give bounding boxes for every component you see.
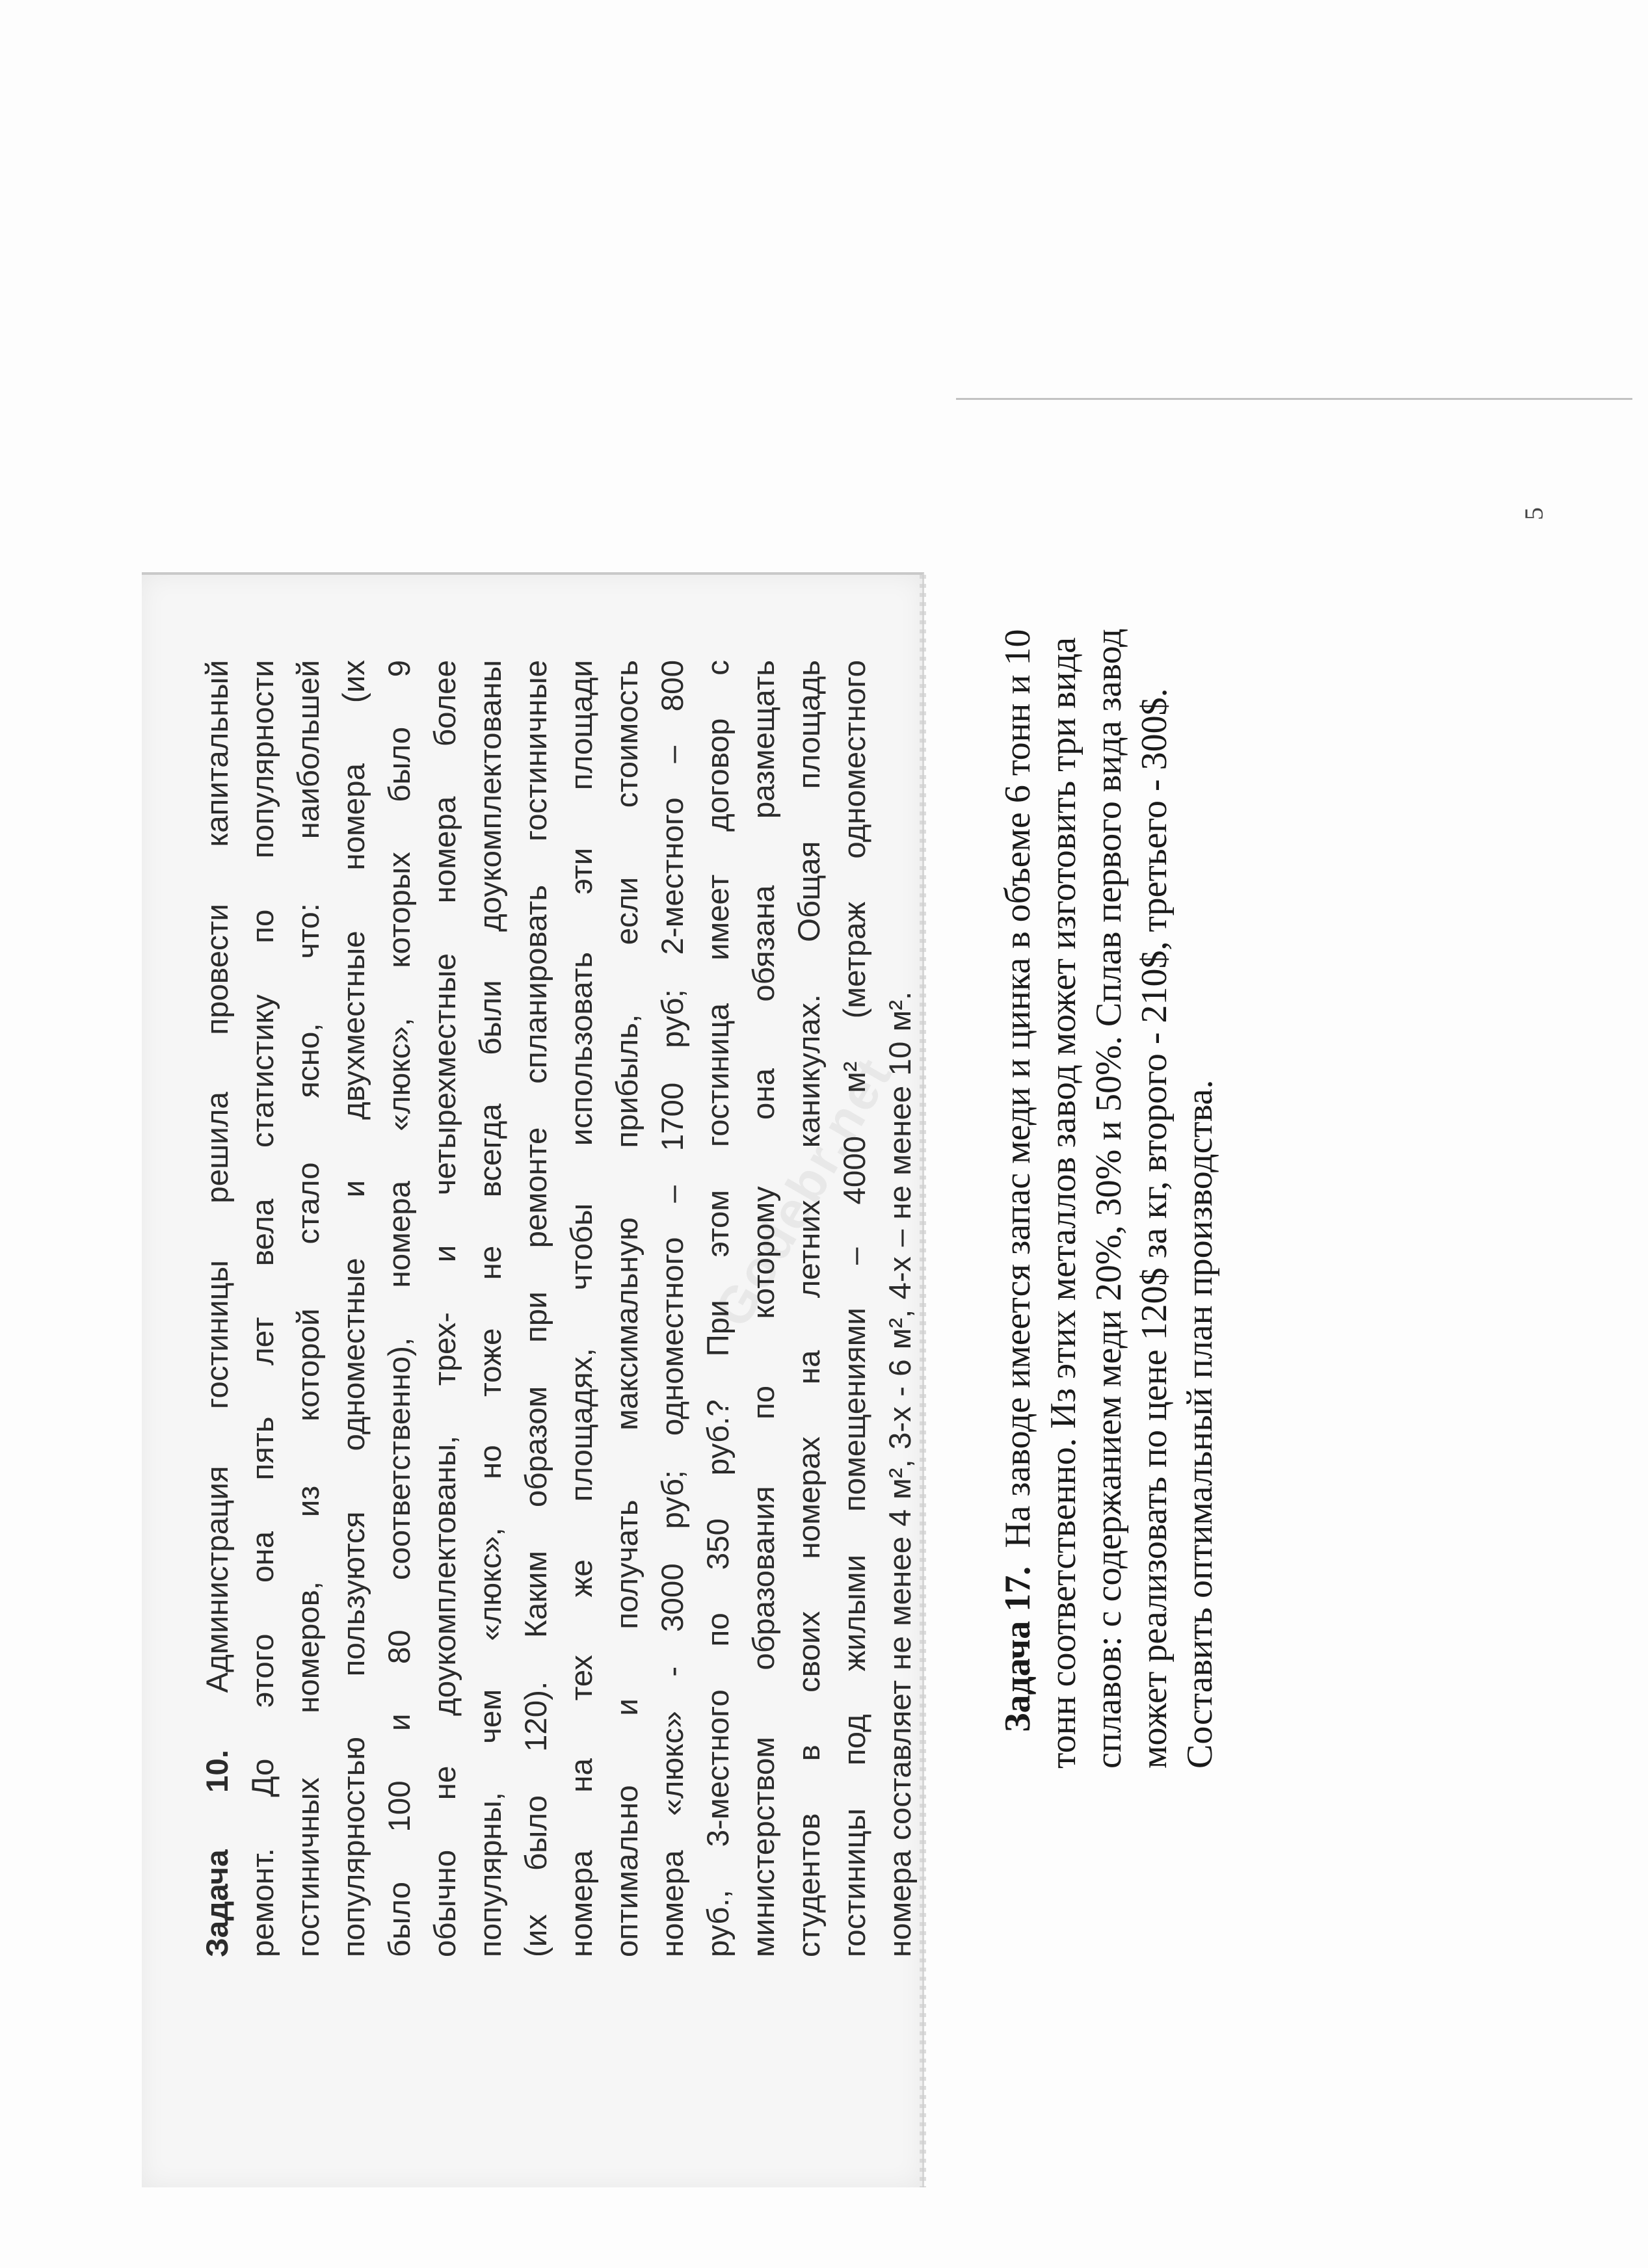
task-10-line: номера «люкс» - 3000 руб; одноместного – 1700 руб; 2-местного – 800 xyxy=(656,660,690,1957)
task-17-line: может реализовать по цене 120$ за кг, второго - 210$, третьего - 300$. xyxy=(1134,688,1175,1769)
watermark-text: Godebr.net xyxy=(702,1047,904,1336)
task-10-line-text: Администрация гостиницы решила провести капитальный xyxy=(200,660,235,1693)
task-10-line: номера на тех же площадях, чтобы использовать эти площади xyxy=(565,660,599,1957)
task-17-line: сплавов: с содержанием меди 20%, 30% и 50%. Сплав первого вида завод xyxy=(1089,628,1129,1769)
task-10-line: гостиницы под жилыми помещениями – 4000 м² (метраж одноместного xyxy=(838,660,872,1957)
clipping-edge-line xyxy=(956,398,1632,400)
task-10-line: номера составляет не менее 4 м², 3-х - 6 м², 4-х – не менее 10 м². xyxy=(883,991,918,1957)
task-17-line-text: На заводе имеется запас меди и цинка в объеме 6 тонн и 10 xyxy=(998,629,1038,1548)
task-10-line: руб., 3-местного по 350 руб.? При этом гостиница имеет договор с xyxy=(701,660,736,1957)
task-10-line: ремонт. До этого она пять лет вела статистику по популярности xyxy=(246,660,280,1957)
task-10-line: обычно не доукомплектованы, трех- и четырехместные номера более xyxy=(428,660,462,1957)
task-10-line: гостиничных номеров, из которой стало ясно, что: наибольшей xyxy=(291,660,326,1957)
task-10-line: было 100 и 80 соответственно), номера «люкс», которых было 9 xyxy=(382,660,417,1957)
task-10-line: министерством образования по которому она обязана размещать xyxy=(747,660,781,1957)
task-17-line: тонн соответственно. Из этих металлов завод может изготовить три вида xyxy=(1043,637,1083,1769)
task-10-line: оптимально и получать максимальную прибыль, если стоимость xyxy=(610,660,645,1957)
task-17-line: Составить оптимальный план производства. xyxy=(1180,1079,1220,1769)
task-10-line xyxy=(195,660,241,1957)
task-17-line xyxy=(995,533,1041,1769)
page-number: 5 xyxy=(1519,507,1548,520)
task-10-line: популярны, чем «люкс», но тоже не всегда были доукомплектованы xyxy=(473,660,508,1957)
task-10-title: Задача 10. xyxy=(200,1749,235,1957)
task-10-text xyxy=(195,660,924,1957)
task-17-text xyxy=(995,533,1223,1769)
task-10-line: студентов в своих номерах на летних каникулах. Общая площадь xyxy=(792,660,827,1957)
task-10-line: (их было 120). Каким образом при ремонте спланировать гостиничные xyxy=(519,660,553,1957)
task-17-title: Задача 17. xyxy=(998,1566,1038,1732)
task-10-line: популярностью пользуются одноместные и двухместные номера (их xyxy=(337,660,371,1957)
